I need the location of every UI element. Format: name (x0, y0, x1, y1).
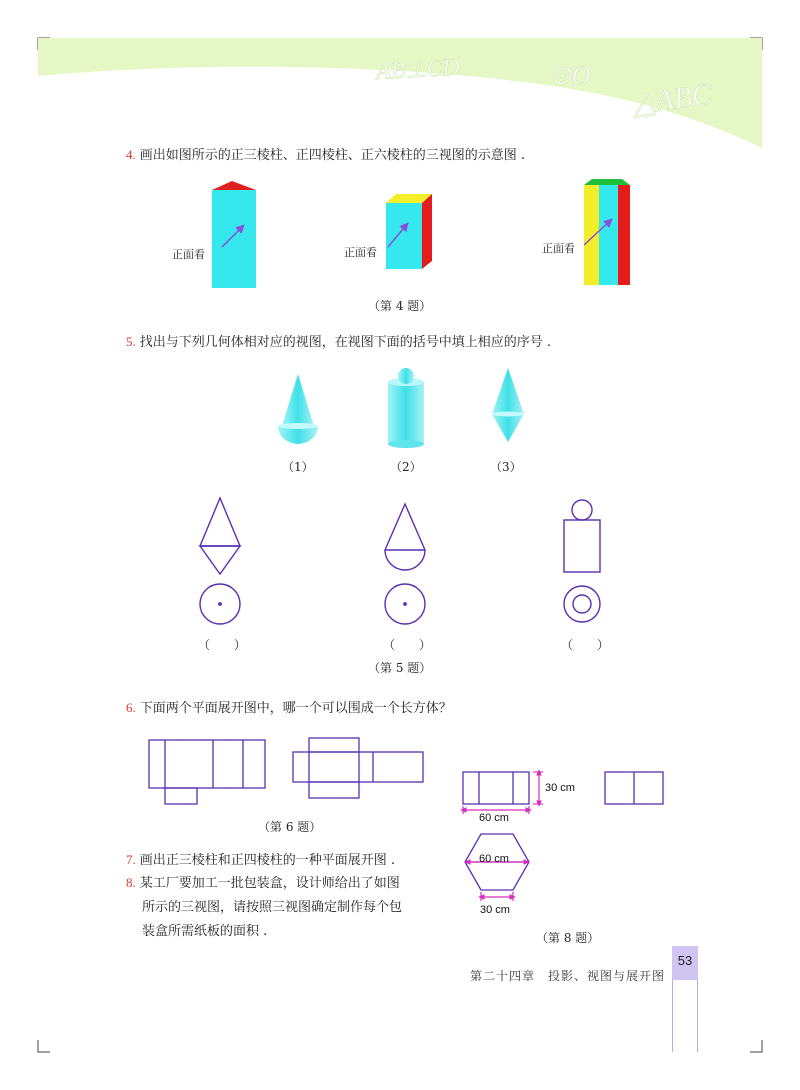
q4-figure-prisms (160, 175, 660, 295)
question-4 (126, 143, 525, 168)
header-decor-1: AB⊥CD (375, 54, 461, 86)
question-7 (126, 848, 395, 873)
question-5 (126, 330, 551, 355)
q6-nets (145, 736, 435, 810)
question-number: 4. (126, 147, 136, 162)
view-cylinder-sphere (564, 500, 600, 622)
page-number: 53 (672, 946, 698, 980)
question-8 (126, 871, 446, 944)
dim-top-side: 30 cm (480, 904, 510, 916)
header-band (38, 38, 762, 150)
question-text-line-2: 所示的三视图，请按照三视图确定制作每个包 (142, 900, 403, 915)
q5-views (180, 490, 640, 630)
solid-label-1: （1） (282, 460, 314, 474)
page-rule-right (697, 980, 698, 1052)
answer-paren-1[interactable]: （ ） (198, 638, 247, 652)
solid-double-cone (492, 368, 524, 442)
net-2 (293, 738, 423, 798)
hexagonal-prism (584, 179, 630, 285)
question-text: 画出正三棱柱和正四棱柱的一种平面展开图 . (139, 853, 396, 868)
question-number: 7. (126, 852, 136, 867)
question-text-line-1: 某工厂要加工一批包装盒，设计师给出了如图 (139, 876, 400, 891)
header-decor-2: ⊙O (550, 61, 591, 90)
dim-top-width: 60 cm (479, 853, 509, 865)
q5-caption: （第 5 题） (368, 661, 432, 675)
question-text-line-3: 装盒所需纸板的面积 . (142, 924, 268, 939)
solid-cone-hemisphere (278, 374, 318, 444)
question-text: 画出如图所示的正三棱柱、正四棱柱、正六棱柱的三视图的示意图 . (139, 148, 526, 163)
q8-caption: （第 8 题） (536, 931, 600, 945)
question-number: 5. (126, 334, 136, 349)
q5-solids (270, 368, 540, 452)
solid-label-3: （3） (490, 460, 522, 474)
chapter-footer: 第二十四章 投影、视图与展开图 (470, 969, 666, 983)
q4-caption: （第 4 题） (368, 299, 432, 313)
square-prism (386, 194, 432, 269)
front-view (463, 772, 529, 804)
front-view-label-3: 正面看 (542, 242, 575, 255)
view-double-cone (200, 498, 240, 624)
q6-caption: （第 6 题） (258, 820, 322, 834)
question-6 (126, 696, 452, 721)
answer-paren-3[interactable]: （ ） (561, 638, 610, 652)
view-cone-hemisphere (385, 504, 425, 624)
question-text: 找出与下列几何体相对应的视图，在视图下面的括号中填上相应的序号 . (139, 335, 552, 350)
question-text: 下面两个平面展开图中，哪一个可以围成一个长方体？ (139, 701, 452, 716)
front-view-label-2: 正面看 (344, 246, 377, 259)
question-number: 6. (126, 700, 136, 715)
question-number: 8. (126, 875, 136, 890)
dim-height: 30 cm (545, 782, 575, 794)
front-view-label-1: 正面看 (172, 248, 205, 261)
triangular-prism (212, 181, 256, 288)
dim-front-width: 60 cm (479, 812, 509, 824)
header-decor-3: △ABC (630, 77, 714, 122)
net-1 (149, 740, 265, 804)
answer-paren-2[interactable]: （ ） (383, 638, 432, 652)
solid-label-2: （2） (390, 460, 422, 474)
page-rule-left (672, 980, 673, 1052)
solid-cylinder-sphere (388, 368, 424, 448)
